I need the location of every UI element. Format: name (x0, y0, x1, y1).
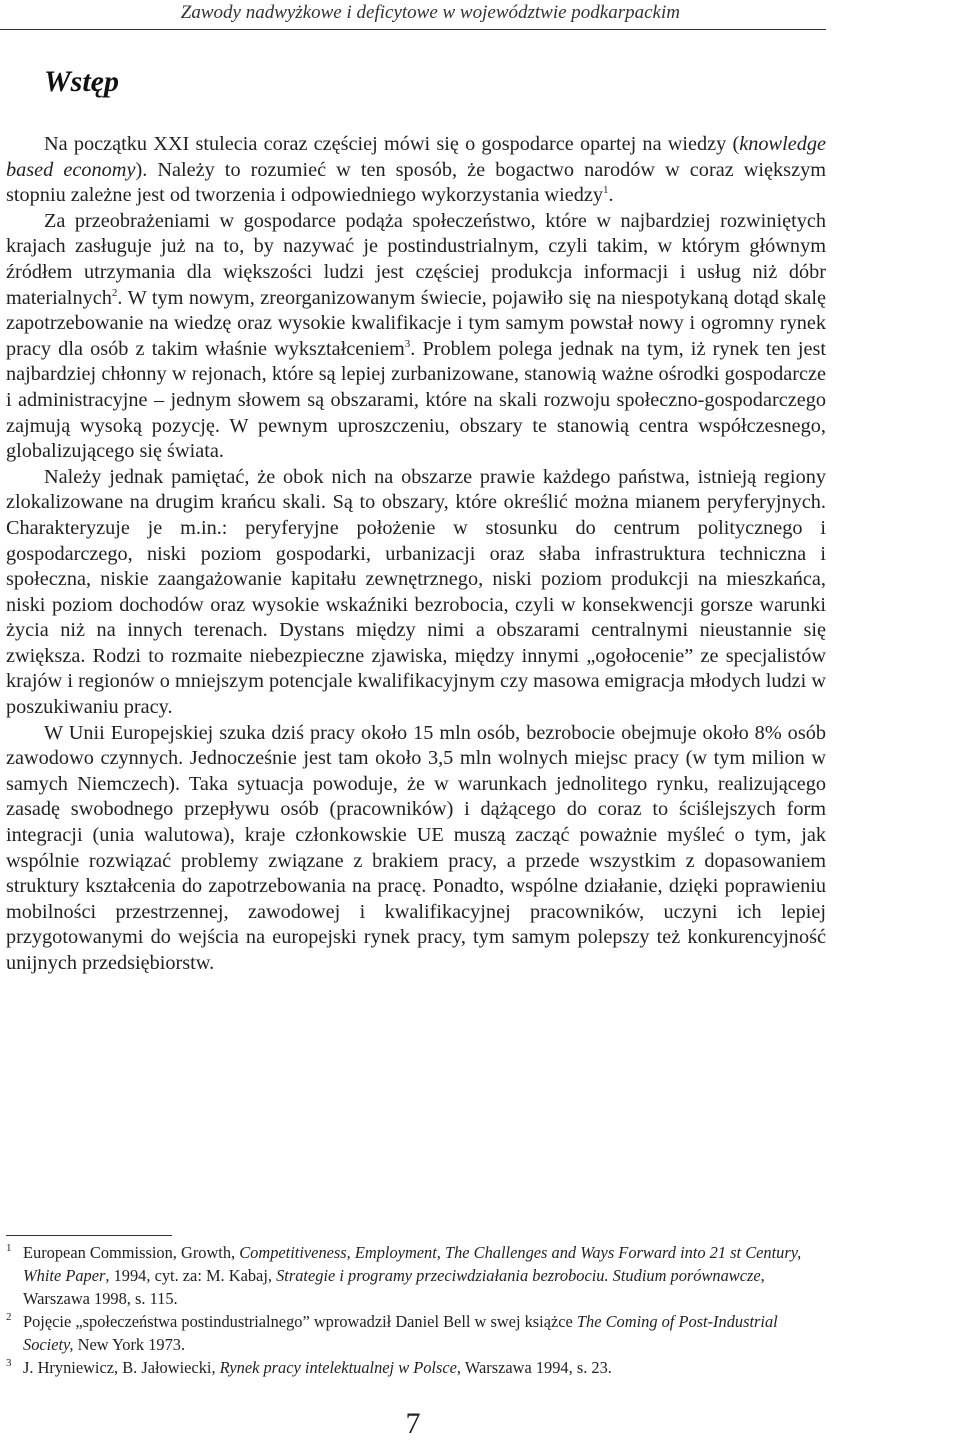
footnote-text: European Commission, Growth, Competitiveness, Employment, The Challenges and Ways Forward into 21 st Century, White Paper, 1994, cyt. za: M. Kabaj, Strategie i programy przeciwdziałania bezrobociu. Studium porównawcze, Warszawa 1998, s. 115. (23, 1243, 802, 1308)
footnote-number: 2 (6, 1311, 12, 1323)
footnote (6, 1310, 826, 1356)
footnotes (6, 1241, 826, 1379)
paragraph: Należy jednak pamiętać, że obok nich na obszarze prawie każdego państwa, istnieją regiony zlokalizowane na drugim krańcu skali. Są to obszary, które określić można mianem peryferyjnych. Charakteryzuje je m.in.: peryferyjne położenie w stosunku do centrum politycznego i gospodarczego, niski poziom gospodarki, urbanizacji oraz słaba infrastruktura techniczna i społeczna, niskie zaangażowanie kapitału zewnętrznego, niski poziom produkcji na mieszkańca, niski poziom dochodów oraz wysokie wskaźniki bezrobocia, czyli w konsekwencji gorsze warunki życia niż na innych terenach. Dystans między nimi a obszarami centralnymi nieustannie się zwiększa. Rodzi to rozmaite niebezpieczne zjawiska, między innymi „ogołocenie” ze specjalistów krajów i regionów o mniejszym potencjale kwalifikacyjnym czy masowa emigracja młodych ludzi w poszukiwaniu pracy. (6, 465, 827, 719)
section-title: Wstęp (44, 65, 119, 98)
running-header: Zawody nadwyżkowe i deficytowe w województwie podkarpackim (180, 2, 680, 23)
footnote (6, 1241, 826, 1310)
footnote-number: 1 (6, 1242, 12, 1254)
page-number: 7 (405, 1407, 421, 1440)
footnote-text: J. Hryniewicz, B. Jałowiecki, Rynek pracy intelektualnej w Polsce, Warszawa 1994, s. 23. (23, 1358, 612, 1377)
italic-text: Competitiveness, Employment, The Challenges and Ways Forward into 21 st Century, White Paper (23, 1243, 802, 1285)
header-rule (0, 29, 826, 30)
footnote-number: 3 (6, 1357, 12, 1369)
paragraph: Za przeobrażeniami w gospodarce podąża społeczeństwo, które w najbardziej rozwiniętych krajach zasługuje już na to, by nazywać je postindustrialnym, czyli takim, w którym głównym źródłem utrzymania dla większości ludzi jest częściej produkcja informacji i usług niż dóbr materialnych$^2$. W tym nowym, zreorganizowanym świecie, pojawiło się na niespotykaną dotąd skalę zapotrzebowanie na wiedzę oraz wysokie kwalifikacje i tym samym powstał nowy i ogromny rynek pracy dla osób z takim właśnie wykształceniem$^3$. Problem polega jednak na tym, iż rynek ten jest najbardziej chłonny w rejonach, które są lepiej zurbanizowane, stanowią ważne ośrodki gospodarcze i administracyjne – jednym słowem są obszarami, które na skali rozwoju społeczno-gospodarczego zajmują wysoką pozycję. W pewnym uproszczeniu, obszary te stanowią centra współczesnego, globalizującego się świata. (6, 209, 826, 463)
footnote-text: Pojęcie „społeczeństwa postindustrialnego” wprowadził Daniel Bell w swej książce The Coming of Post-Industrial Society, New York 1973. (23, 1312, 778, 1354)
footnote-ref: 3 (404, 337, 411, 350)
footnote-ref: 2 (111, 286, 118, 299)
italic-text: knowledge based economy (6, 133, 826, 181)
body-text (6, 132, 826, 977)
footnote-ref: 1 (603, 184, 609, 197)
italic-text: Strategie i programy przeciwdziałania bezrobociu. Studium porównawcze (276, 1266, 761, 1285)
footnote-rule (6, 1235, 172, 1236)
italic-text: Rynek pracy intelektualnej w Polsce (219, 1358, 457, 1377)
footnote (6, 1356, 826, 1379)
paragraph: Na początku XXI stulecia coraz częściej mówi się o gospodarce opartej na wiedzy (knowledge based economy). Należy to rozumieć w ten sposób, że bogactwo narodów w coraz większym stopniu zależne jest od tworzenia i odpowiedniego wykorzystania wiedzy$^1$. (6, 133, 826, 207)
paragraph: W Unii Europejskiej szuka dziś pracy około 15 mln osób, bezrobocie obejmuje około 8% osób zawodowo czynnych. Jednocześnie jest tam około 3,5 mln wolnych miejsc pracy (w tym milion w samych Niemczech). Taka sytuacja powoduje, że w warunkach jednolitego rynku, realizującego zasadę swobodnego przepływu osób (pracowników) i dążącego do coraz to ściślejszych form integracji (unia walutowa), kraje członkowskie UE muszą zacząć poważnie myśleć o tym, jak wspólnie rozwiązać problemy związane z brakiem pracy, a przede wszystkim z dopasowaniem struktury kształcenia do zapotrzebowania na pracę. Ponadto, wspólne działanie, dzięki poprawieniu mobilności przestrzennej, zawodowej i kwalifikacyjnej pracowników, uczyni ich lepiej przygotowanymi do wejścia na europejski rynek pracy, tym samym polepszy też konkurencyjność unijnych przedsiębiorstw. (6, 721, 826, 974)
italic-text: The Coming of Post-Industrial Society, (23, 1312, 778, 1354)
